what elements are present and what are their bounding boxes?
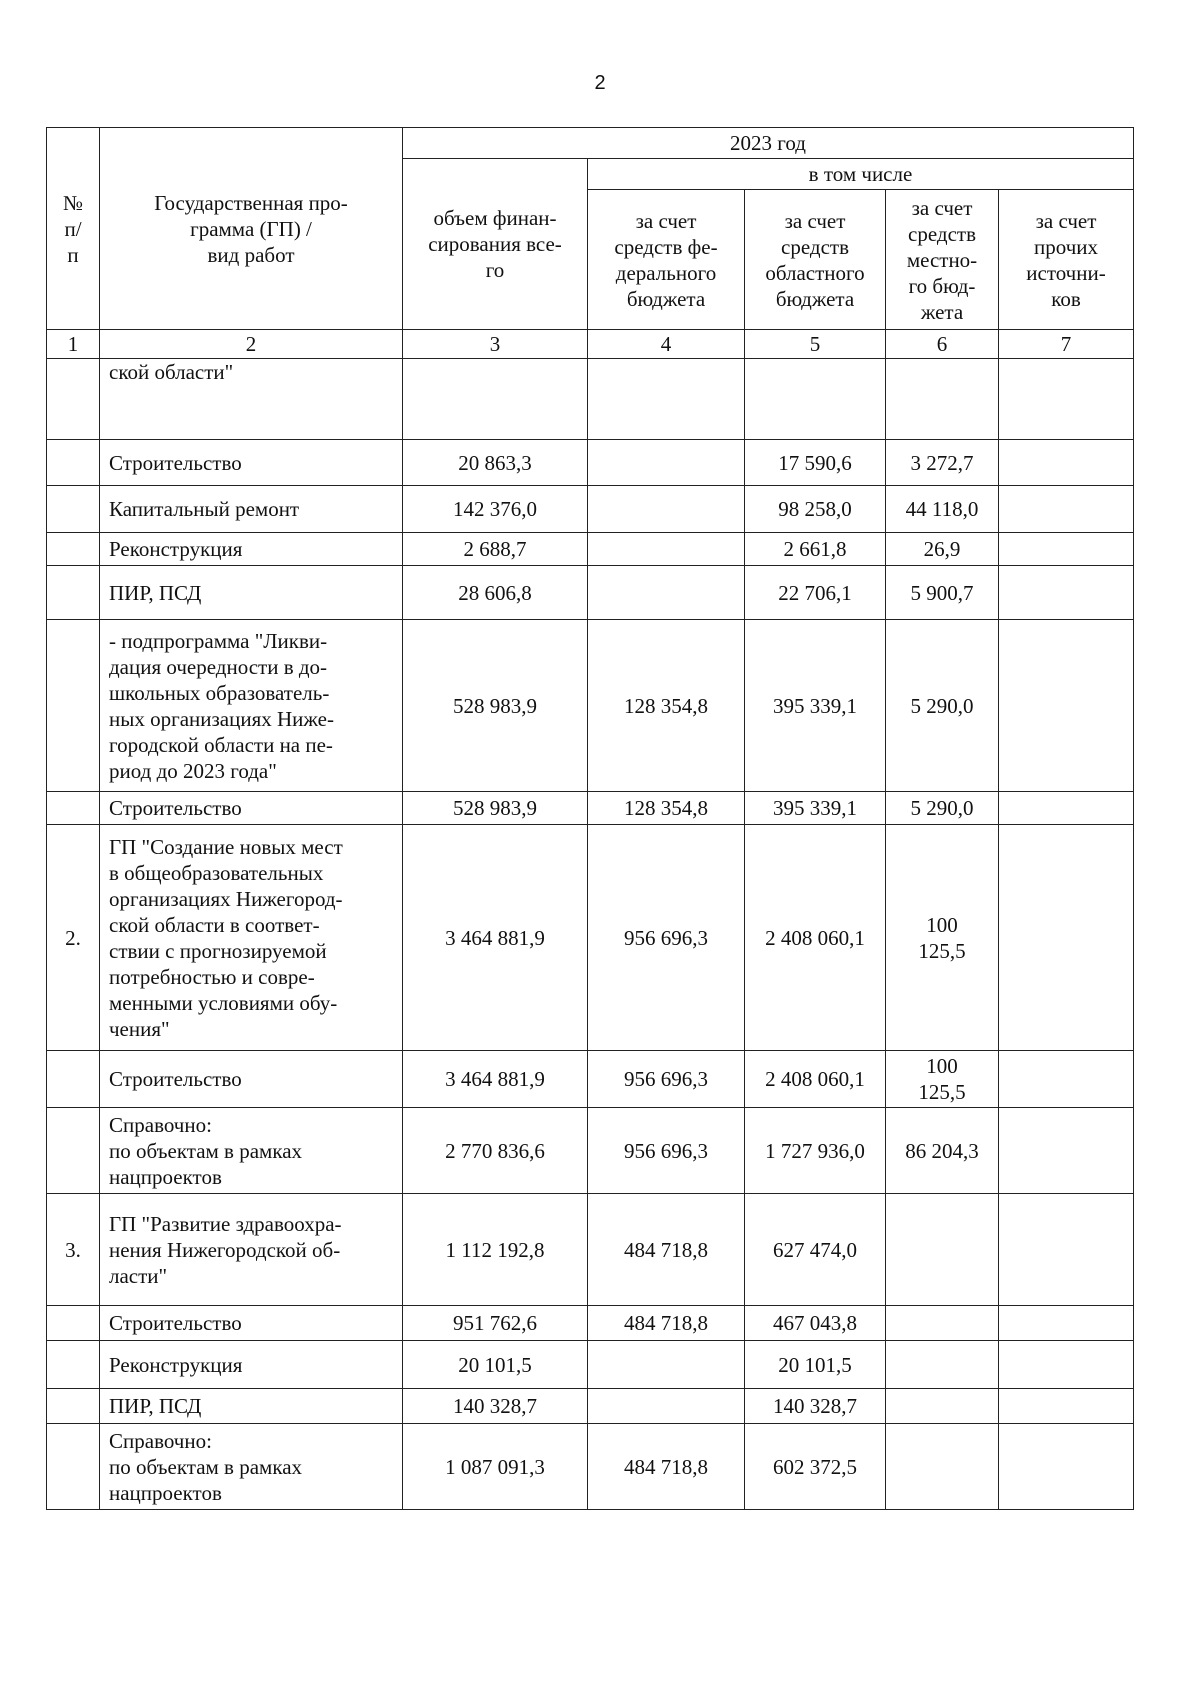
row-regional: 2 408 060,1 (745, 1051, 886, 1108)
row-total: 140 328,7 (403, 1389, 588, 1424)
row-federal: 128 354,8 (588, 620, 745, 792)
row-other (999, 1051, 1134, 1108)
row-federal: 956 696,3 (588, 1108, 745, 1194)
row-number: 2. (47, 825, 100, 1051)
row-name: ПИР, ПСД (100, 566, 403, 620)
page-number: 2 (594, 72, 606, 94)
table-row (47, 440, 1134, 486)
row-other (999, 1424, 1134, 1510)
row-regional: 467 043,8 (745, 1306, 886, 1341)
row-federal: 956 696,3 (588, 825, 745, 1051)
table-row (47, 359, 1134, 440)
table-row (47, 1389, 1134, 1424)
row-number (47, 440, 100, 486)
row-local: 26,9 (886, 533, 999, 566)
row-other (999, 1108, 1134, 1194)
row-federal (588, 440, 745, 486)
row-regional: 602 372,5 (745, 1424, 886, 1510)
table-row (47, 1108, 1134, 1194)
row-total: 951 762,6 (403, 1306, 588, 1341)
row-local: 3 272,7 (886, 440, 999, 486)
row-regional: 2 408 060,1 (745, 825, 886, 1051)
row-regional: 140 328,7 (745, 1389, 886, 1424)
row-total: 20 101,5 (403, 1341, 588, 1389)
row-regional: 22 706,1 (745, 566, 886, 620)
row-number (47, 1341, 100, 1389)
row-federal: 128 354,8 (588, 792, 745, 825)
row-federal (588, 486, 745, 533)
row-local (886, 1389, 999, 1424)
header-total: объем финан- сирования все- го (403, 159, 588, 330)
table-row (47, 825, 1134, 1051)
row-regional: 20 101,5 (745, 1341, 886, 1389)
row-regional: 395 339,1 (745, 792, 886, 825)
row-other (999, 440, 1134, 486)
row-total: 528 983,9 (403, 620, 588, 792)
table-row (47, 1424, 1134, 1510)
row-name: ГП "Создание новых мест в общеобразовательных организациях Нижегород- ской области в соответ- ствии с прогнозируемой потребностью и совре- менными условиями обу- чения" (100, 825, 403, 1051)
header-federal: за счет средств фе- дерального бюджета (588, 190, 745, 330)
column-number: 1 (47, 330, 100, 359)
header-program: Государственная про- грамма (ГП) / вид работ (100, 128, 403, 330)
row-name: Строительство (100, 1306, 403, 1341)
row-number (47, 566, 100, 620)
row-other (999, 1194, 1134, 1306)
row-total: 28 606,8 (403, 566, 588, 620)
row-total: 3 464 881,9 (403, 1051, 588, 1108)
row-total: 2 770 836,6 (403, 1108, 588, 1194)
row-local: 100 125,5 (886, 1051, 999, 1108)
row-total: 3 464 881,9 (403, 825, 588, 1051)
row-local: 44 118,0 (886, 486, 999, 533)
header-including: в том числе (588, 159, 1134, 190)
row-name: Строительство (100, 440, 403, 486)
table-row (47, 1194, 1134, 1306)
row-total: 1 112 192,8 (403, 1194, 588, 1306)
row-other (999, 566, 1134, 620)
row-local (886, 1424, 999, 1510)
row-federal (588, 533, 745, 566)
row-other (999, 533, 1134, 566)
row-number (47, 1424, 100, 1510)
row-total: 2 688,7 (403, 533, 588, 566)
row-number (47, 1108, 100, 1194)
row-local (886, 1306, 999, 1341)
row-name: Строительство (100, 792, 403, 825)
column-numbers-row (47, 330, 1134, 359)
row-name: Строительство (100, 1051, 403, 1108)
row-other (999, 1341, 1134, 1389)
row-federal (588, 1389, 745, 1424)
row-local: 100 125,5 (886, 825, 999, 1051)
row-federal (588, 566, 745, 620)
row-regional (745, 359, 886, 440)
header-number: № п/ п (47, 128, 100, 330)
row-local (886, 1341, 999, 1389)
row-name: ской области" (100, 359, 403, 440)
row-local: 5 900,7 (886, 566, 999, 620)
row-other (999, 486, 1134, 533)
row-regional: 395 339,1 (745, 620, 886, 792)
table-row (47, 620, 1134, 792)
header-other: за счет прочих источни- ков (999, 190, 1134, 330)
row-number (47, 359, 100, 440)
row-regional: 98 258,0 (745, 486, 886, 533)
column-number: 2 (100, 330, 403, 359)
row-local: 5 290,0 (886, 792, 999, 825)
row-number: 3. (47, 1194, 100, 1306)
table-row (47, 566, 1134, 620)
row-total: 1 087 091,3 (403, 1424, 588, 1510)
row-local (886, 359, 999, 440)
row-local (886, 1194, 999, 1306)
table-row (47, 792, 1134, 825)
row-other (999, 825, 1134, 1051)
row-name: - подпрограмма "Ликви- дация очередности в до- школьных образователь- ных организациях Ниже- городской области на пе- риод до 2023 года" (100, 620, 403, 792)
table-row (47, 533, 1134, 566)
row-regional: 627 474,0 (745, 1194, 886, 1306)
column-number: 4 (588, 330, 745, 359)
row-federal: 956 696,3 (588, 1051, 745, 1108)
row-number (47, 1051, 100, 1108)
row-local: 86 204,3 (886, 1108, 999, 1194)
row-name: Капитальный ремонт (100, 486, 403, 533)
row-total: 20 863,3 (403, 440, 588, 486)
row-name: ГП "Развитие здравоохра- нения Нижегородской об- ласти" (100, 1194, 403, 1306)
row-federal: 484 718,8 (588, 1424, 745, 1510)
row-total: 142 376,0 (403, 486, 588, 533)
row-regional: 1 727 936,0 (745, 1108, 886, 1194)
row-federal (588, 359, 745, 440)
column-number: 7 (999, 330, 1134, 359)
table-row (47, 1051, 1134, 1108)
header-local: за счет средств местно- го бюд- жета (886, 190, 999, 330)
header-regional: за счет средств областного бюджета (745, 190, 886, 330)
row-local: 5 290,0 (886, 620, 999, 792)
column-number: 5 (745, 330, 886, 359)
row-number (47, 486, 100, 533)
row-name: Реконструкция (100, 533, 403, 566)
row-regional: 2 661,8 (745, 533, 886, 566)
row-other (999, 1389, 1134, 1424)
table-row (47, 1306, 1134, 1341)
row-number (47, 533, 100, 566)
row-number (47, 792, 100, 825)
budget-table (46, 127, 1134, 1510)
row-regional: 17 590,6 (745, 440, 886, 486)
row-number (47, 1389, 100, 1424)
row-name: ПИР, ПСД (100, 1389, 403, 1424)
row-number (47, 1306, 100, 1341)
row-total (403, 359, 588, 440)
row-other (999, 620, 1134, 792)
column-number: 3 (403, 330, 588, 359)
row-other (999, 792, 1134, 825)
row-total: 528 983,9 (403, 792, 588, 825)
header-year: 2023 год (403, 128, 1134, 159)
row-other (999, 359, 1134, 440)
row-name: Реконструкция (100, 1341, 403, 1389)
row-other (999, 1306, 1134, 1341)
row-federal: 484 718,8 (588, 1306, 745, 1341)
row-number (47, 620, 100, 792)
row-name: Справочно: по объектам в рамках нацпроектов (100, 1108, 403, 1194)
row-federal (588, 1341, 745, 1389)
column-number: 6 (886, 330, 999, 359)
row-name: Справочно: по объектам в рамках нацпроектов (100, 1424, 403, 1510)
table-row (47, 1341, 1134, 1389)
row-federal: 484 718,8 (588, 1194, 745, 1306)
table-header (47, 128, 1134, 359)
table-row (47, 486, 1134, 533)
